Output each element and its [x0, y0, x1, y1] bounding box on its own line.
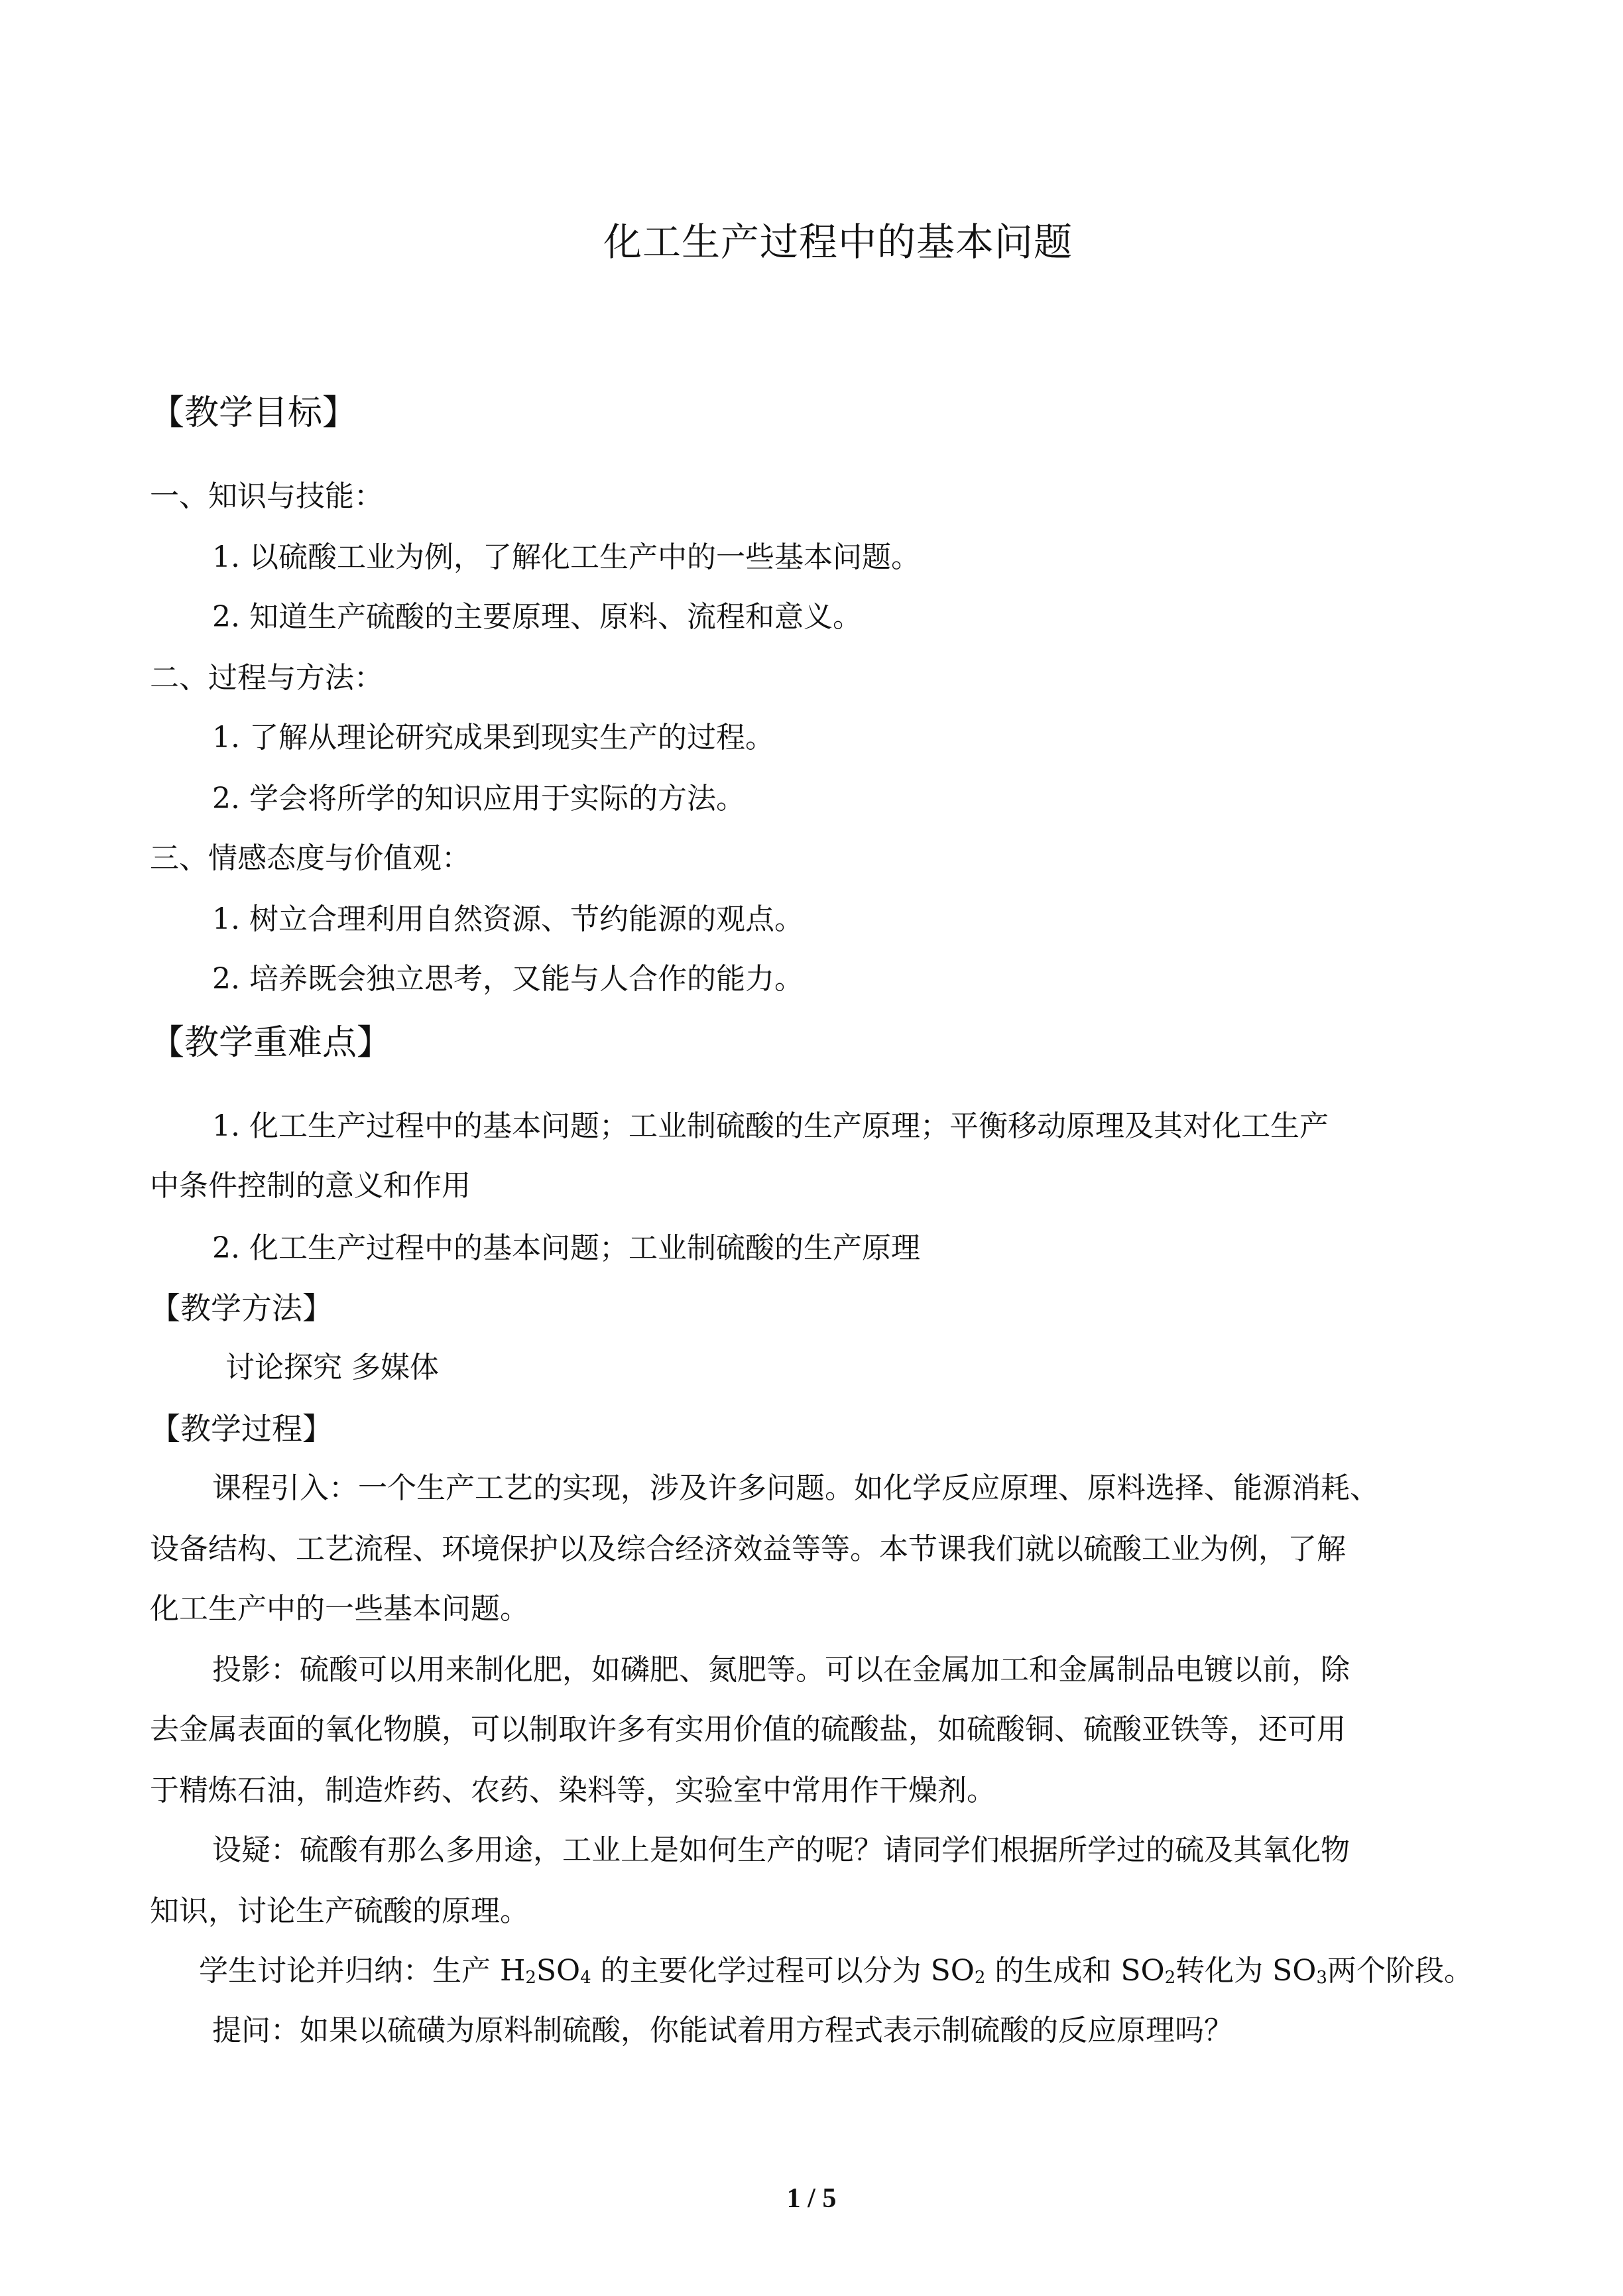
- heading-teaching-process: 【教学过程】: [150, 1411, 333, 1447]
- list-item: 1. 了解从理论研究成果到现实生产的过程。: [212, 721, 774, 755]
- heading-teaching-goals: 【教学目标】: [150, 393, 357, 433]
- paragraph-projection-line-3: 于精炼石油，制造炸药、农药、染料等，实验室中常用作干燥剂。: [150, 1774, 996, 1807]
- subheading-attitude-values: 三、情感态度与价值观：: [150, 841, 471, 875]
- list-item: 2. 知道生产硫酸的主要原理、原料、流程和意义。: [212, 600, 862, 634]
- paragraph-intro-line-1: 课程引入：一个生产工艺的实现，涉及许多问题。如化学反应原理、原料选择、能源消耗、: [212, 1471, 1379, 1505]
- paragraph-intro-line-3: 化工生产中的一些基本问题。: [150, 1592, 529, 1626]
- subheading-knowledge-skills: 一、知识与技能：: [150, 479, 383, 513]
- paragraph-question-line-1: 设疑：硫酸有那么多用途，工业上是如何生产的呢？请同学们根据所学过的硫及其氧化物: [212, 1833, 1350, 1867]
- paragraph-prompt: 提问：如果以硫磺为原料制硫酸，你能试着用方程式表示制硫酸的反应原理吗？: [212, 2014, 1233, 2047]
- heading-teaching-method: 【教学方法】: [150, 1290, 333, 1326]
- page-title: 化工生产过程中的基本问题: [603, 219, 1073, 265]
- key-point-1-line-2: 中条件控制的意义和作用: [150, 1169, 471, 1203]
- page-number: 1 / 5: [786, 2183, 837, 2214]
- list-item: 1. 树立合理利用自然资源、节约能源的观点。: [212, 902, 804, 936]
- list-item: 2. 学会将所学的知识应用于实际的方法。: [212, 782, 745, 816]
- paragraph-student-summary: 学生讨论并归纳：生产 $H_2SO_4$ 的主要化学过程可以分为 $SO_2$ 的生成和 $SO_2$转化为 $SO_3$两个阶段。: [199, 1954, 1473, 1988]
- list-item: 1. 以硫酸工业为例，了解化工生产中的一些基本问题。: [212, 540, 920, 574]
- paragraph-projection-line-2: 去金属表面的氧化物膜，可以制取许多有实用价值的硫酸盐，如硫酸铜、硫酸亚铁等，还可用: [150, 1713, 1346, 1746]
- paragraph-projection-line-1: 投影：硫酸可以用来制化肥，如磷肥、氮肥等。可以在金属加工和金属制品电镀以前，除: [212, 1653, 1350, 1687]
- list-item: 2. 培养既会独立思考，又能与人合作的能力。: [212, 962, 804, 996]
- key-point-2: 2. 化工生产过程中的基本问题；工业制硫酸的生产原理: [212, 1231, 920, 1265]
- key-point-1-line-1: 1. 化工生产过程中的基本问题；工业制硫酸的生产原理；平衡移动原理及其对化工生产: [212, 1109, 1329, 1143]
- heading-key-points: 【教学重难点】: [150, 1023, 392, 1063]
- paragraph-intro-line-2: 设备结构、工艺流程、环境保护以及综合经济效益等等。本节课我们就以硫酸工业为例，了解: [150, 1532, 1346, 1566]
- paragraph-question-line-2: 知识，讨论生产硫酸的原理。: [150, 1894, 529, 1928]
- subheading-process-method: 二、过程与方法：: [150, 661, 383, 695]
- teaching-method-text: 讨论探究 多媒体: [225, 1351, 439, 1384]
